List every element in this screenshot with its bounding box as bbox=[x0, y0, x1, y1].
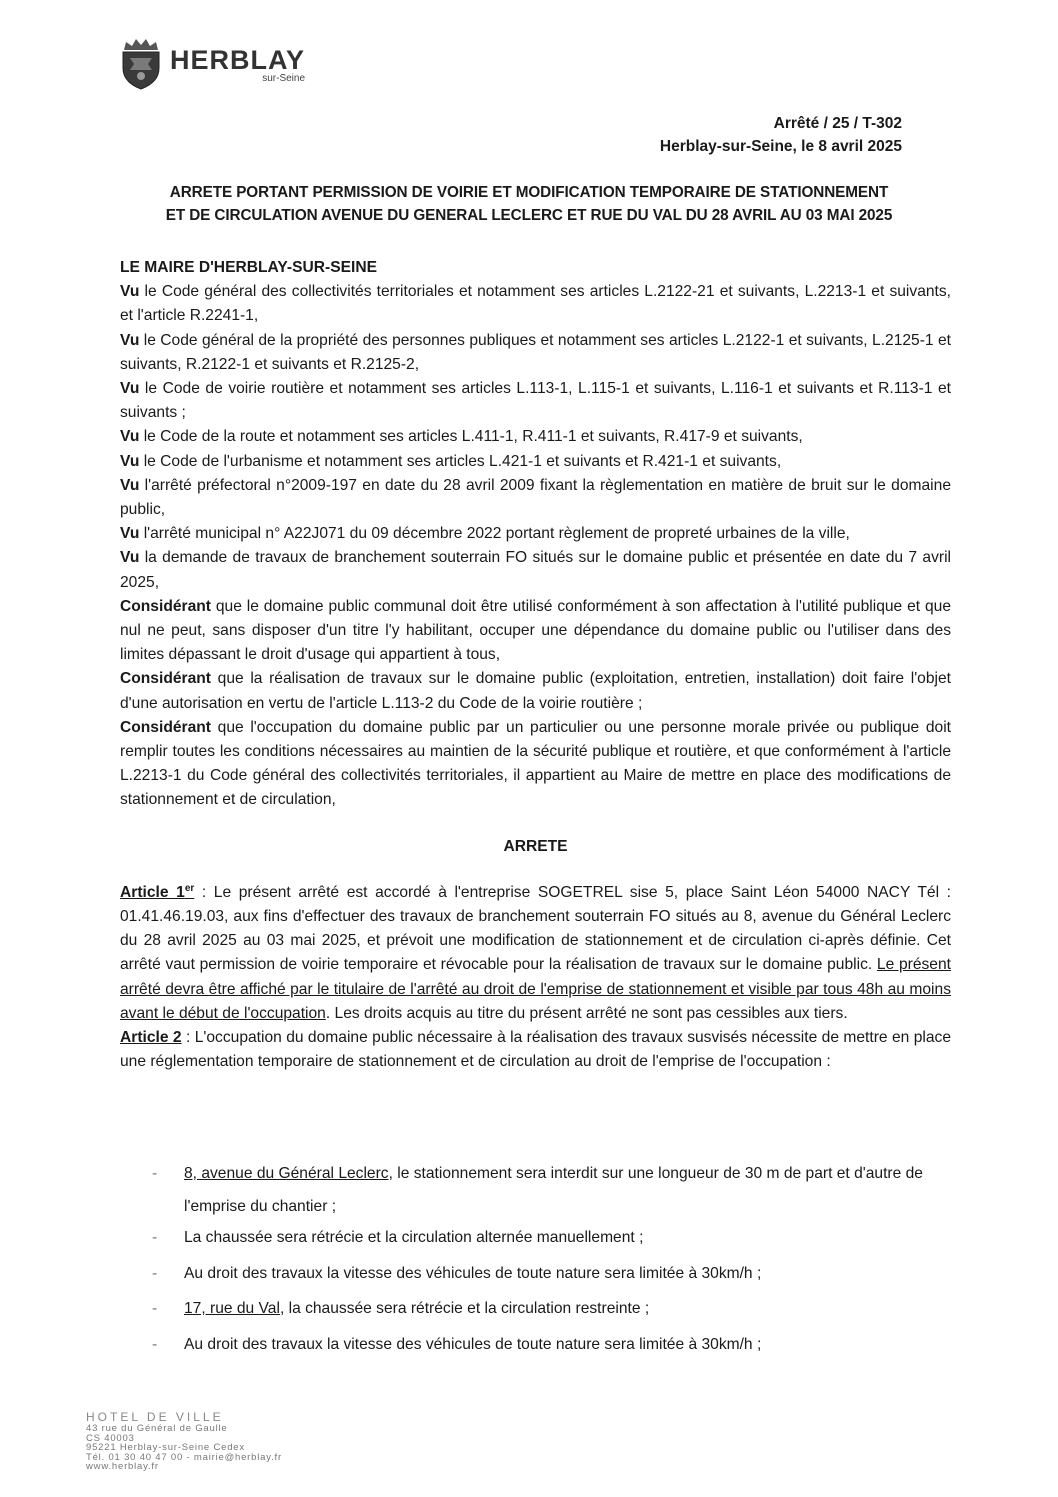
list-item bbox=[152, 1262, 952, 1287]
list-item bbox=[152, 1157, 952, 1223]
article-1 bbox=[120, 881, 951, 1026]
considerant-paragraph bbox=[120, 667, 951, 715]
location-address: 8, avenue du Général Leclerc bbox=[184, 1165, 389, 1182]
visa-lead: Vu bbox=[120, 525, 140, 543]
visa-paragraph bbox=[120, 474, 951, 522]
restriction-list bbox=[152, 1157, 952, 1368]
bullet-dash: - bbox=[152, 1229, 158, 1246]
article-2 bbox=[120, 1026, 951, 1074]
visa-paragraph bbox=[120, 522, 951, 546]
title-line-2: ET DE CIRCULATION AVENUE DU GENERAL LECLERC ET RUE DU VAL DU 28 AVRIL AU 03 MAI 2025 bbox=[165, 207, 893, 224]
visa-lead: Vu bbox=[120, 283, 140, 301]
maire-heading: LE MAIRE D'HERBLAY-SUR-SEINE bbox=[120, 259, 377, 276]
visa-text: le Code général de la propriété des personnes publiques et notamment ses articles L.2122-1 et suivants, L.2125-1 et suivants, R.2122-1 et suivants et R.2125-2, bbox=[120, 331, 951, 373]
footer-address bbox=[86, 1411, 282, 1472]
considerant-text: que l'occupation du domaine public par un particulier ou une personne morale privée ou publique doit remplir toutes les conditions nécessaires au maintien de la sécurité publique et routière, et que conformément à l'article L.2213-1 du Code général des collectivités territoriales, il appartient au Maire de mettre en place des modifications de stationnement et de circulation, bbox=[120, 718, 951, 809]
visa-text: la demande de travaux de branchement souterrain FO situés sur le domaine public et présentée en date du 7 avril 2025, bbox=[120, 549, 951, 591]
bullet-dash: - bbox=[152, 1335, 158, 1353]
list-item-text: Au droit des travaux la vitesse des véhicules de toute nature sera limitée à 30km/h ; bbox=[184, 1264, 762, 1282]
considerant-lead: Considérant bbox=[120, 597, 211, 615]
visa-text: le Code de voirie routière et notamment ses articles L.113-1, L.115-1 et suivants, L.116-1 et suivants et R.113-1 et suivants ; bbox=[120, 380, 951, 422]
title-line-1: ARRETE PORTANT PERMISSION DE VOIRIE ET MODIFICATION TEMPORAIRE DE STATIONNEMENT bbox=[169, 184, 889, 201]
logo-name: HERBLAY bbox=[170, 44, 306, 75]
visa-lead: Vu bbox=[120, 428, 140, 446]
visa-paragraph bbox=[120, 280, 951, 328]
visa-lead: Vu bbox=[120, 380, 140, 398]
decree-number: Arrêté / 25 / T-302 bbox=[773, 115, 902, 132]
bullet-dash: - bbox=[152, 1264, 158, 1282]
visa-lead: Vu bbox=[120, 452, 140, 470]
location-address: 17, rue du Val bbox=[184, 1300, 280, 1317]
visa-paragraph bbox=[120, 425, 951, 449]
considerant-paragraph bbox=[120, 716, 951, 813]
arrete-heading: ARRETE bbox=[503, 837, 568, 855]
visa-lead: Vu bbox=[120, 476, 140, 494]
list-item-text: , le stationnement sera interdit sur une longueur de 30 m de part et d'autre de l'emprise du chantier ; bbox=[184, 1165, 923, 1215]
place-date: Herblay-sur-Seine, le 8 avril 2025 bbox=[659, 138, 902, 155]
considerant-text: que la réalisation de travaux sur le domaine public (exploitation, entretien, installation) doit faire l'objet d'une autorisation en vertu de l'article L.113-2 du Code de la voirie routière ; bbox=[120, 670, 951, 712]
visa-text: l'arrêté municipal n° A22J071 du 09 décembre 2022 portant règlement de propreté urbaines de la ville, bbox=[139, 525, 850, 543]
article-2-text: : L'occupation du domaine public nécessaire à la réalisation des travaux susvisés nécessite de mettre en place une réglementation temporaire de stationnement et de circulation au droit de l'emprise de l'occupation : bbox=[120, 1029, 952, 1071]
visa-paragraph bbox=[120, 329, 951, 377]
list-item-text: La chaussée sera rétrécie et la circulation alternée manuellement ; bbox=[184, 1229, 644, 1246]
footer-cs: CS 40003 bbox=[86, 1432, 135, 1444]
footer-hotel-de-ville: HOTEL DE VILLE bbox=[86, 1410, 224, 1424]
document-title bbox=[100, 181, 958, 227]
visa-text: l'arrêté préfectoral n°2009-197 en date du 28 avril 2009 fixant la règlementation en matière de bruit sur le domaine public, bbox=[120, 476, 951, 519]
list-item-text: , la chaussée sera rétrécie et la circulation restreinte ; bbox=[279, 1300, 650, 1317]
footer-city: 95221 Herblay-sur-Seine Cedex bbox=[86, 1442, 245, 1454]
article-1-text: : Le présent arrêté est accordé à l'entreprise SOGETREL sise 5, place Saint Léon 54000 NACY Tél : 01.41.46.19.03, aux fins d'effectuer des travaux de branchement souterrain FO situés au 8, avenue du Général Leclerc du 28 avril 2025 au 03 mai 2025, et prévoit une modification de stationnement et de circulation ci-après définie. Cet arrêté vaut permission de voirie temporaire et révocable pour la réalisation de travaux sur le domaine public. bbox=[120, 883, 951, 974]
article-1-title: Article 1er bbox=[120, 882, 195, 901]
footer-contact: Tél. 01 30 40 47 00 - mairie@herblay.fr bbox=[86, 1451, 282, 1463]
coat-of-arms-icon bbox=[118, 36, 164, 90]
bullet-dash: - bbox=[152, 1165, 158, 1182]
visa-paragraph bbox=[120, 450, 951, 474]
footer-website: www.herblay.fr bbox=[86, 1461, 159, 1473]
visa-text: le Code général des collectivités territoriales et notamment ses articles L.2122-21 et suivants, L.2213-1 et suivants, et l'article R.2241-1, bbox=[120, 283, 951, 325]
bullet-dash: - bbox=[152, 1300, 158, 1317]
considerant-lead: Considérant bbox=[120, 718, 211, 736]
considerant-paragraph bbox=[120, 595, 951, 668]
footer-street: 43 rue du Général de Gaulle bbox=[86, 1423, 228, 1434]
visa-text: le Code de la route et notamment ses articles L.411-1, R.411-1 et suivants, R.417-9 et suivants, bbox=[139, 428, 803, 446]
considerant-text: que le domaine public communal doit être utilisé conformément à son affectation à l'utilité publique et que nul ne peut, sans disposer d'un titre l'y habilitant, occuper une dépendance du domaine public ou l'utiliser dans des limites dépassant le droit d'usage qui appartient à tous, bbox=[120, 597, 951, 664]
article-1-text-end: . Les droits acquis au titre du présent arrêté ne sont pas cessibles aux tiers. bbox=[325, 1004, 848, 1022]
visa-lead: Vu bbox=[120, 549, 140, 567]
considerant-lead: Considérant bbox=[120, 670, 211, 688]
visa-text: le Code de l'urbanisme et notamment ses articles L.421-1 et suivants et R.421-1 et suivants, bbox=[139, 452, 782, 470]
visa-lead: Vu bbox=[120, 331, 140, 349]
herblay-logo bbox=[118, 36, 305, 90]
visa-paragraph bbox=[120, 546, 951, 594]
logo-sub: sur-Seine bbox=[262, 72, 306, 84]
article-2-title: Article 2 bbox=[120, 1029, 182, 1047]
visa-paragraph bbox=[120, 377, 951, 425]
list-item bbox=[152, 1333, 952, 1358]
document-body bbox=[120, 256, 951, 1075]
list-item bbox=[152, 1297, 952, 1322]
list-item bbox=[152, 1226, 952, 1251]
article-1-display-notice: Le présent arrêté devra être affiché par le titulaire de l'arrêté au droit de l'emprise de stationnement et visible par tous 48h au moins avant le début de l'occupation bbox=[120, 956, 951, 1022]
document-reference bbox=[660, 112, 902, 158]
list-item-text: Au droit des travaux la vitesse des véhicules de toute nature sera limitée à 30km/h ; bbox=[184, 1335, 762, 1353]
